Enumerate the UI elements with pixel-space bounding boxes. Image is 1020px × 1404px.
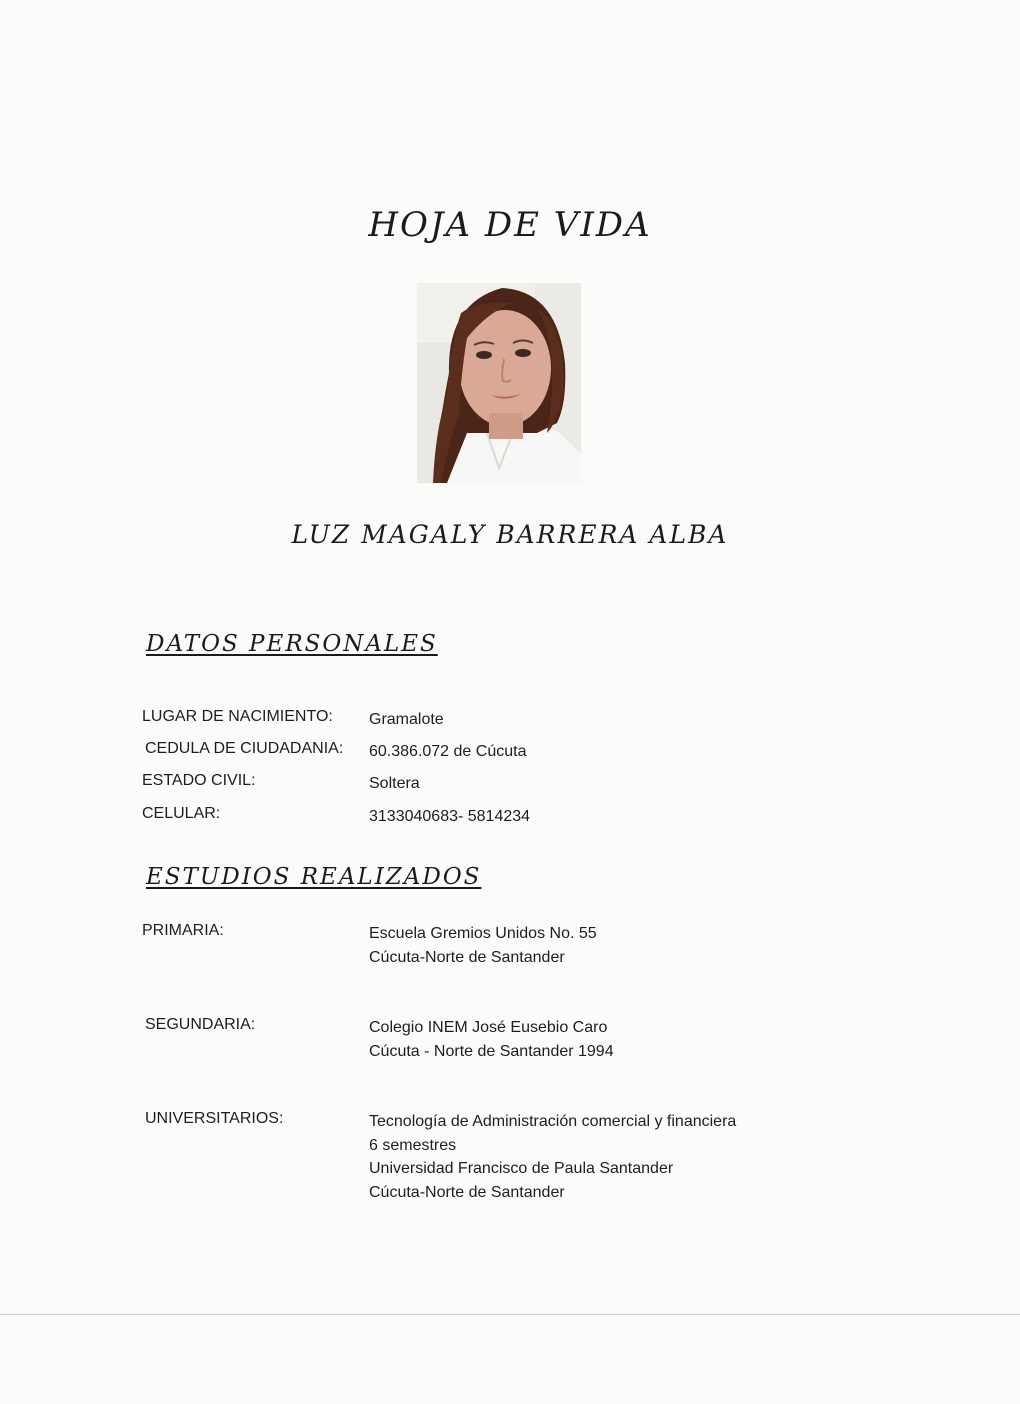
document-title: HOJA DE VIDA: [368, 205, 652, 245]
field-label: PRIMARIA:: [142, 922, 224, 939]
profile-photo: [417, 283, 581, 483]
section-heading-estudios-realizados: ESTUDIOS REALIZADOS: [146, 864, 482, 890]
value-line: Universidad Francisco de Paula Santander: [369, 1160, 674, 1177]
field-label: CEDULA DE CIUDADANIA:: [145, 740, 344, 757]
value-line: Cúcuta-Norte de Santander: [369, 1183, 565, 1201]
field-value: [369, 1016, 614, 1063]
section-heading-datos-personales: DATOS PERSONALES: [146, 631, 438, 657]
field-value: [369, 1110, 736, 1204]
field-label: CELULAR:: [142, 805, 221, 822]
field-value: Gramalote: [369, 711, 444, 728]
field-value: 60.386.072 de Cúcuta: [369, 743, 527, 760]
field-label: LUGAR DE NACIMIENTO:: [142, 708, 333, 725]
field-label: ESTADO CIVIL:: [142, 772, 256, 789]
value-line: Cúcuta-Norte de Santander: [369, 948, 565, 966]
value-line: Tecnología de Administración comercial y financiera: [369, 1113, 737, 1130]
value-line: 6 semestres: [369, 1136, 457, 1154]
value-line: Cúcuta - Norte de Santander 1994: [369, 1042, 614, 1060]
value-line: Escuela Gremios Unidos No. 55: [369, 925, 597, 942]
value-line: Colegio INEM José Eusebio Caro: [369, 1019, 608, 1036]
field-value: Soltera: [369, 775, 420, 792]
page-edge-line: [0, 1314, 1020, 1315]
field-value: 3133040683- 5814234: [369, 808, 531, 825]
field-value: [369, 922, 597, 969]
field-label: UNIVERSITARIOS:: [145, 1110, 284, 1127]
field-label: SEGUNDARIA:: [145, 1016, 256, 1033]
person-name: LUZ MAGALY BARRERA ALBA: [291, 520, 729, 549]
